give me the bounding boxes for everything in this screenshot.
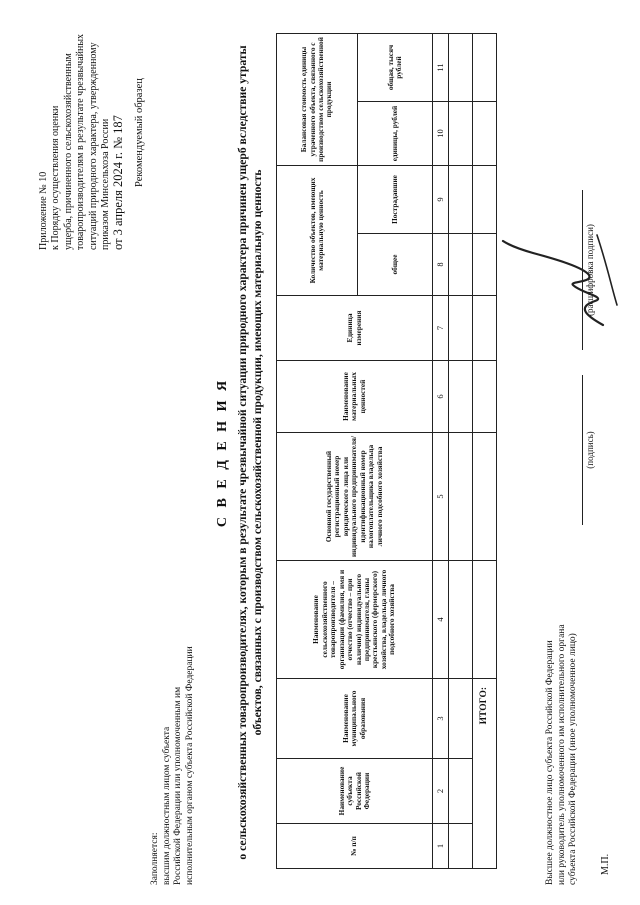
filled-by-line-1: Заполняется: (150, 832, 160, 885)
column-number: 10 (433, 102, 449, 166)
column-number: 3 (433, 679, 449, 759)
filled-by-note (150, 585, 196, 885)
recommended-sample-note: Рекомендуемый образец (134, 78, 145, 187)
signature-line (582, 375, 583, 525)
header-registration-number: Основной государственный регистрационный номер юридического лица или индивидуального предпринимателя/ идентификационный номер налогоплательщика владельца личного подсобного хозяйства (277, 433, 433, 561)
column-number: 5 (433, 433, 449, 561)
column-number: 2 (433, 759, 449, 824)
stamp-place-label: М.П. (600, 853, 611, 875)
header-unit-value: единицы, рублей (358, 102, 433, 166)
handwritten-signature (485, 225, 635, 345)
document-subtitle: о сельскохозяйственных товаропроизводителях, которым в результате чрезвычайной ситуации природного характера причинен ущерб вследствие утраты объектов, связанных с производством сельскохозяйственной продукции, имеющих материальную ценность (236, 45, 264, 860)
signatory-block (545, 545, 580, 885)
appendix-header (38, 0, 125, 250)
header-balance-value: Балансовая стоимость единицы утраченного объекта, связанного с производством сельскохозяйственной продукции (277, 33, 358, 165)
table-cell[interactable] (473, 166, 497, 234)
document-title: С В Е Д Е Н И Я (215, 377, 230, 528)
damage-table (276, 33, 497, 869)
header-region: Наименование субъекта Российской Федерации (277, 759, 433, 824)
table-cell[interactable] (449, 561, 473, 679)
column-number: 1 (433, 824, 449, 869)
total-row (473, 33, 497, 868)
appendix-line-2: к Порядку осуществления оценки (50, 105, 62, 250)
signature-decode-caption: (расшифровка подписи) (585, 224, 595, 316)
header-object-count: Количество объектов, имеющих материальную ценность (277, 166, 358, 296)
table-cell[interactable] (473, 433, 497, 561)
signatory-line-3: субъекта Российской Федерации (иное уполномоченное лицо) (568, 633, 578, 885)
table-row (449, 33, 473, 868)
header-total-value: общая, тысяч рублей (358, 33, 433, 101)
appendix-line-3: ущерба, причиненного сельскохозяйственным (62, 53, 74, 250)
filled-by-line-4: исполнительным органом субъекта Российской Федерации (184, 646, 195, 885)
header-producer-name: Наименование сельскохозяйственного товаропроизводителя – организации (фамилия, имя и отчество (отчество – при наличии) индивидуального предпринимателя, главы крестьянского (фермерского) хозяйства, владельца личного подсобного хозяйства (277, 561, 433, 679)
header-row-1 (277, 33, 358, 868)
table-cell[interactable] (473, 33, 497, 101)
column-number: 8 (433, 234, 449, 296)
header-affected-count: Пострадавшие (358, 166, 433, 234)
table-cell[interactable] (449, 166, 473, 234)
column-number: 6 (433, 361, 449, 433)
table-cell[interactable] (473, 561, 497, 679)
appendix-line-1: Приложение № 10 (38, 171, 49, 250)
table-cell[interactable] (473, 102, 497, 166)
column-number-row (433, 33, 449, 868)
appendix-line-6: приказом Минсельхоза России (100, 118, 112, 250)
table-cell[interactable] (449, 102, 473, 166)
header-unit: Единица измерения (277, 296, 433, 361)
header-material-values: Наименование материальных ценностей (277, 361, 433, 433)
table-cell[interactable] (449, 433, 473, 561)
table-cell[interactable] (449, 759, 473, 824)
appendix-date-line: от 3 апреля 2024 г. № 187 (111, 115, 126, 250)
table-cell[interactable] (449, 33, 473, 101)
filled-by-line-3: Российской Федерации или уполномоченным им (173, 686, 183, 885)
appendix-line-4: товаропроизводителям в результате чрезвычайных (75, 33, 87, 250)
column-number: 4 (433, 561, 449, 679)
filled-by-line-2: высшим должностным лицом субъекта (161, 726, 172, 885)
table-cell[interactable] (449, 679, 473, 759)
signatory-line-1: Высшее должностное лицо субъекта Российской Федерации (545, 640, 555, 885)
table-cell[interactable] (449, 824, 473, 869)
table-cell[interactable] (449, 234, 473, 296)
signatory-line-2: или руководитель уполномоченного им исполнительного органа (556, 624, 567, 885)
table-cell[interactable] (449, 361, 473, 433)
column-number: 7 (433, 296, 449, 361)
header-number: № п/п (277, 824, 433, 869)
table-cell[interactable] (473, 361, 497, 433)
column-number: 11 (433, 33, 449, 101)
signature-caption: (подпись) (585, 431, 595, 469)
column-number: 9 (433, 166, 449, 234)
header-total-count: общее (358, 234, 433, 296)
header-municipality: Наименование муниципального образования (277, 679, 433, 759)
total-label: ИТОГО: (473, 679, 497, 869)
appendix-line-5: ситуаций природного характера, утвержденному (87, 42, 99, 250)
table-cell[interactable] (449, 296, 473, 361)
